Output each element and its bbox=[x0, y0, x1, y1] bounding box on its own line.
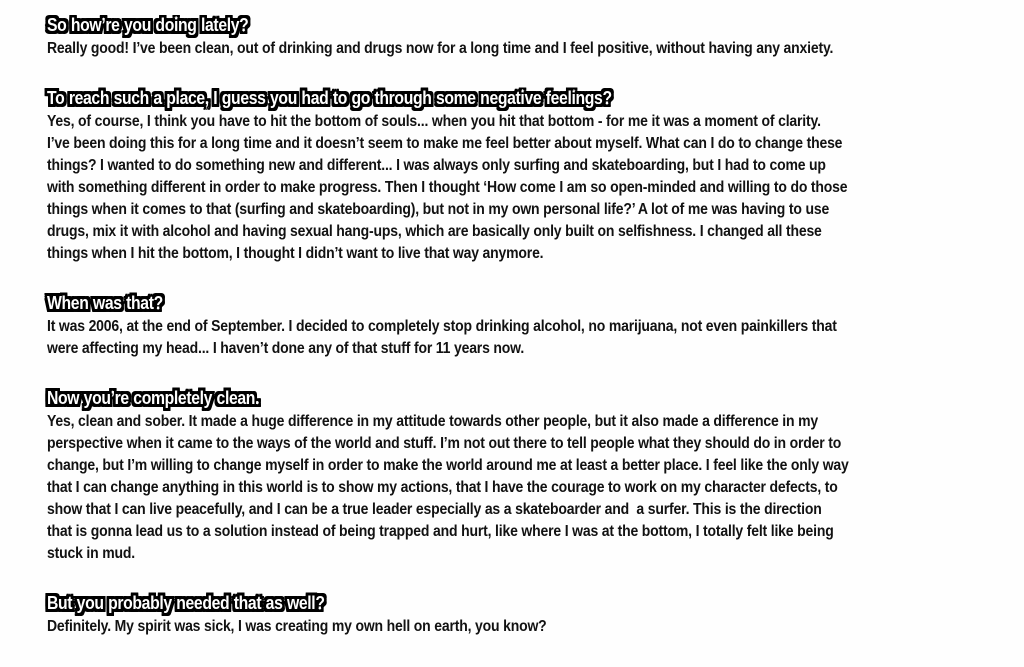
qa-block-4 bbox=[47, 387, 1018, 565]
interview-question: Now you’re completely clean. bbox=[47, 388, 260, 408]
interview-answer: It was 2006, at the end of September. I decided to completely stop drinking alcohol, no marijuana, not even painkillers that were affecting my head... I haven’t done any of that stuff for 11 years now. bbox=[47, 318, 837, 357]
interview-question: When was that? bbox=[47, 293, 163, 313]
qa-block-5 bbox=[47, 592, 1018, 638]
interview-question: To reach such a place, I guess you had to go through some negative feelings? bbox=[47, 88, 612, 108]
interview-answer: Really good! I’ve been clean, out of drinking and drugs now for a long time and I feel positive, without having any anxiety. bbox=[47, 40, 834, 57]
interview-question: So how’re you doing lately? bbox=[47, 15, 249, 35]
qa-block-2 bbox=[47, 87, 1018, 265]
interview-answer: Definitely. My spirit was sick, I was creating my own hell on earth, you know? bbox=[47, 618, 547, 635]
interview-answer: Yes, of course, I think you have to hit the bottom of souls... when you hit that bottom - for me it was a moment of clarity. I’ve been doing this for a long time and it doesn’t seem to make me feel better about myself. What can I do to change these things? I wanted to do something new and different... I was always only surfing and skateboarding, but I had to come up with something different in order to make progress. Then I thought ‘How come I am so open-minded and willing to do those things when it comes to that (surfing and skateboarding), but not in my own personal life?’ A lot of me was having to use drugs, mix it with alcohol and having sexual hang-ups, which are basically only built on selfishness. I changed all these things when I hit the bottom, I thought I didn’t want to live that way anymore. bbox=[47, 113, 848, 262]
qa-block-1 bbox=[47, 14, 1018, 60]
qa-block-3 bbox=[47, 292, 1018, 360]
interview-question: But you probably needed that as well? bbox=[47, 593, 325, 613]
interview-text-column bbox=[47, 14, 1018, 665]
interview-answer: Yes, clean and sober. It made a huge difference in my attitude towards other people, but it also made a difference in my perspective when it came to the ways of the world and stuff. I’m not out there to tell people what they should do in order to change, but I’m willing to change myself in order to make the world around me at least a better place. I feel like the only way that I can change anything in this world is to show my actions, that I have the courage to work on my character defects, to show that I can live peacefully, and I can be a true leader especially as a skateboarder and a surfer. This is the direction that is gonna lead us to a solution instead of being trapped and hurt, like where I was at the bottom, I totally felt like being stuck in mud. bbox=[47, 413, 849, 562]
